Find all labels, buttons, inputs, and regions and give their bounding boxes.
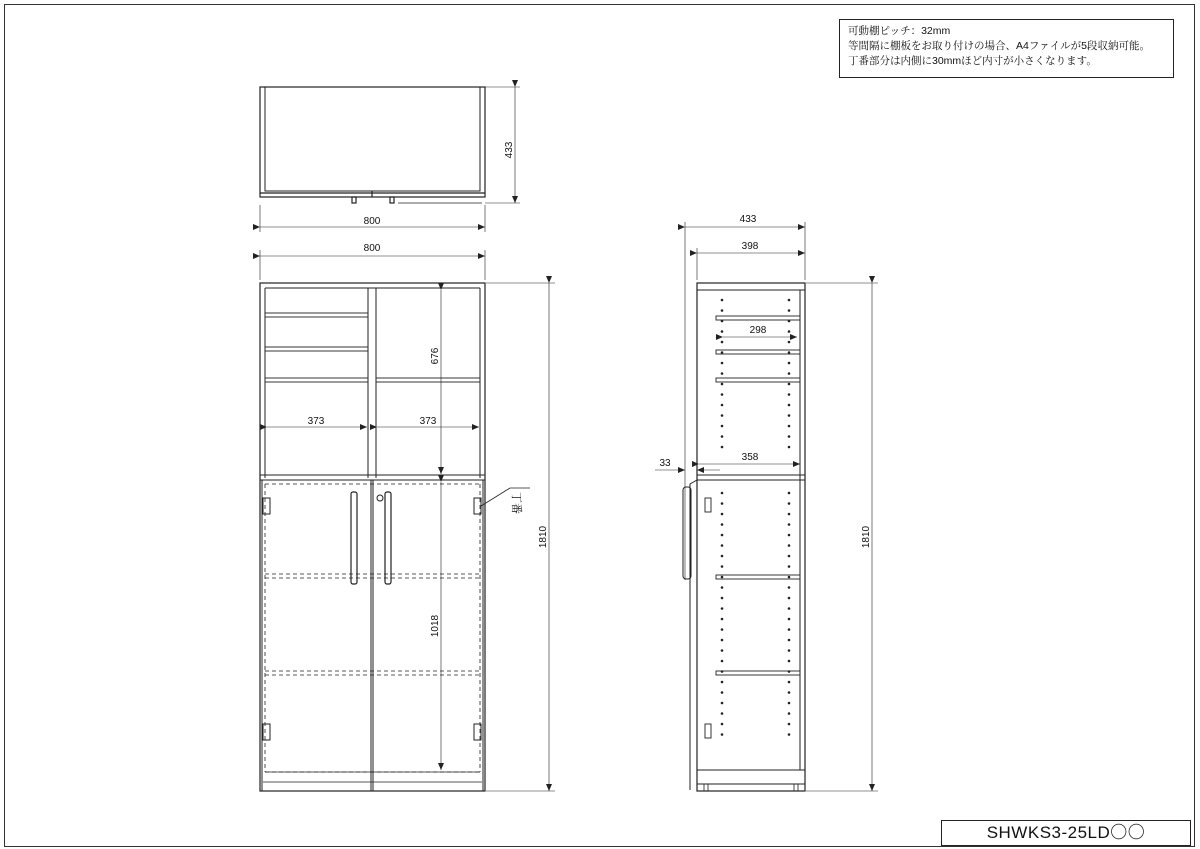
peg-hole — [788, 523, 791, 526]
peg-hole — [721, 341, 724, 344]
peg-hole — [788, 618, 791, 621]
peg-hole — [788, 639, 791, 642]
note-shelf-pitch: 可動棚ピッチ：32mm — [848, 25, 951, 37]
peg-hole — [721, 618, 724, 621]
peg-hole — [788, 586, 791, 589]
peg-hole — [721, 425, 724, 428]
peg-hole — [788, 320, 791, 323]
peg-hole — [788, 723, 791, 726]
peg-hole — [721, 712, 724, 715]
peg-hole — [721, 393, 724, 396]
peg-hole — [721, 534, 724, 537]
peg-hole — [721, 404, 724, 407]
peg-hole — [721, 586, 724, 589]
peg-hole — [788, 607, 791, 610]
peg-hole — [721, 446, 724, 449]
peg-hole — [788, 372, 791, 375]
dim-right-inner-width: 373 — [419, 416, 437, 427]
dim-left-inner-width: 373 — [307, 416, 325, 427]
peg-hole — [788, 351, 791, 354]
peg-hole — [721, 670, 724, 673]
peg-hole — [721, 555, 724, 558]
peg-hole — [721, 639, 724, 642]
peg-hole — [788, 414, 791, 417]
peg-hole — [788, 393, 791, 396]
peg-hole — [721, 513, 724, 516]
dim-side-lower-depth: 358 — [741, 452, 759, 463]
peg-hole — [721, 628, 724, 631]
peg-hole — [788, 425, 791, 428]
peg-hole — [788, 309, 791, 312]
peg-hole — [788, 681, 791, 684]
peg-hole — [788, 341, 791, 344]
peg-hole — [788, 513, 791, 516]
peg-hole — [721, 435, 724, 438]
peg-hole — [788, 362, 791, 365]
front-view — [260, 250, 555, 791]
peg-hole — [788, 299, 791, 302]
peg-hole — [721, 576, 724, 579]
peg-hole — [721, 681, 724, 684]
dim-door-thickness: 33 — [659, 458, 671, 469]
peg-hole — [788, 649, 791, 652]
peg-hole — [788, 597, 791, 600]
peg-hole — [721, 523, 724, 526]
hinge-icon — [263, 498, 481, 740]
peg-hole — [788, 628, 791, 631]
peg-hole — [788, 660, 791, 663]
peg-hole — [721, 702, 724, 705]
peg-hole — [788, 383, 791, 386]
peg-hole — [721, 383, 724, 386]
peg-hole — [721, 565, 724, 568]
side-view — [655, 222, 878, 791]
peg-hole — [721, 723, 724, 726]
peg-hole — [721, 351, 724, 354]
top-view — [260, 87, 520, 232]
dim-side-inner-depth: 398 — [741, 241, 759, 252]
peg-hole — [788, 565, 791, 568]
notes-box — [839, 19, 1174, 78]
peg-hole — [788, 492, 791, 495]
dim-top-depth: 433 — [504, 141, 515, 159]
dim-upper-shelf-height: 676 — [430, 347, 441, 365]
note-hinge-clearance: 丁番部分は内側に30mmほど内寸が小さくなります。 — [848, 55, 1097, 67]
peg-hole — [721, 607, 724, 610]
peg-hole — [721, 414, 724, 417]
peg-hole — [721, 372, 724, 375]
peg-hole — [721, 649, 724, 652]
dim-side-shelf-depth: 298 — [749, 325, 767, 336]
peg-hole — [788, 670, 791, 673]
dim-side-height: 1810 — [861, 525, 872, 549]
peg-hole — [788, 435, 791, 438]
model-number: SHWKS3-25LD〇〇 — [941, 820, 1191, 846]
peg-hole — [788, 712, 791, 715]
peg-hole — [788, 446, 791, 449]
shelf-peg-holes — [721, 299, 791, 736]
dim-front-height: 1810 — [538, 525, 549, 549]
peg-hole — [788, 733, 791, 736]
peg-hole — [788, 534, 791, 537]
peg-hole — [721, 544, 724, 547]
note-a4-capacity: 等間隔に棚板をお取り付けの場合、A4ファイルが5段収納可能。 — [848, 40, 1150, 52]
peg-hole — [721, 597, 724, 600]
peg-hole — [788, 330, 791, 333]
peg-hole — [721, 733, 724, 736]
peg-hole — [721, 330, 724, 333]
peg-hole — [788, 544, 791, 547]
peg-hole — [721, 309, 724, 312]
peg-hole — [788, 576, 791, 579]
peg-hole — [788, 691, 791, 694]
peg-hole — [721, 502, 724, 505]
peg-hole — [721, 362, 724, 365]
peg-hole — [788, 702, 791, 705]
peg-hole — [721, 691, 724, 694]
peg-hole — [788, 555, 791, 558]
peg-hole — [788, 404, 791, 407]
dim-top-width: 800 — [363, 216, 381, 227]
peg-hole — [721, 299, 724, 302]
dim-side-depth: 433 — [739, 214, 757, 225]
dim-front-width: 800 — [363, 243, 381, 254]
peg-hole — [721, 492, 724, 495]
hinge-label: 丁番 — [510, 492, 522, 514]
peg-hole — [721, 320, 724, 323]
peg-hole — [788, 502, 791, 505]
peg-hole — [721, 660, 724, 663]
dim-lower-shelf-height: 1018 — [430, 614, 441, 638]
